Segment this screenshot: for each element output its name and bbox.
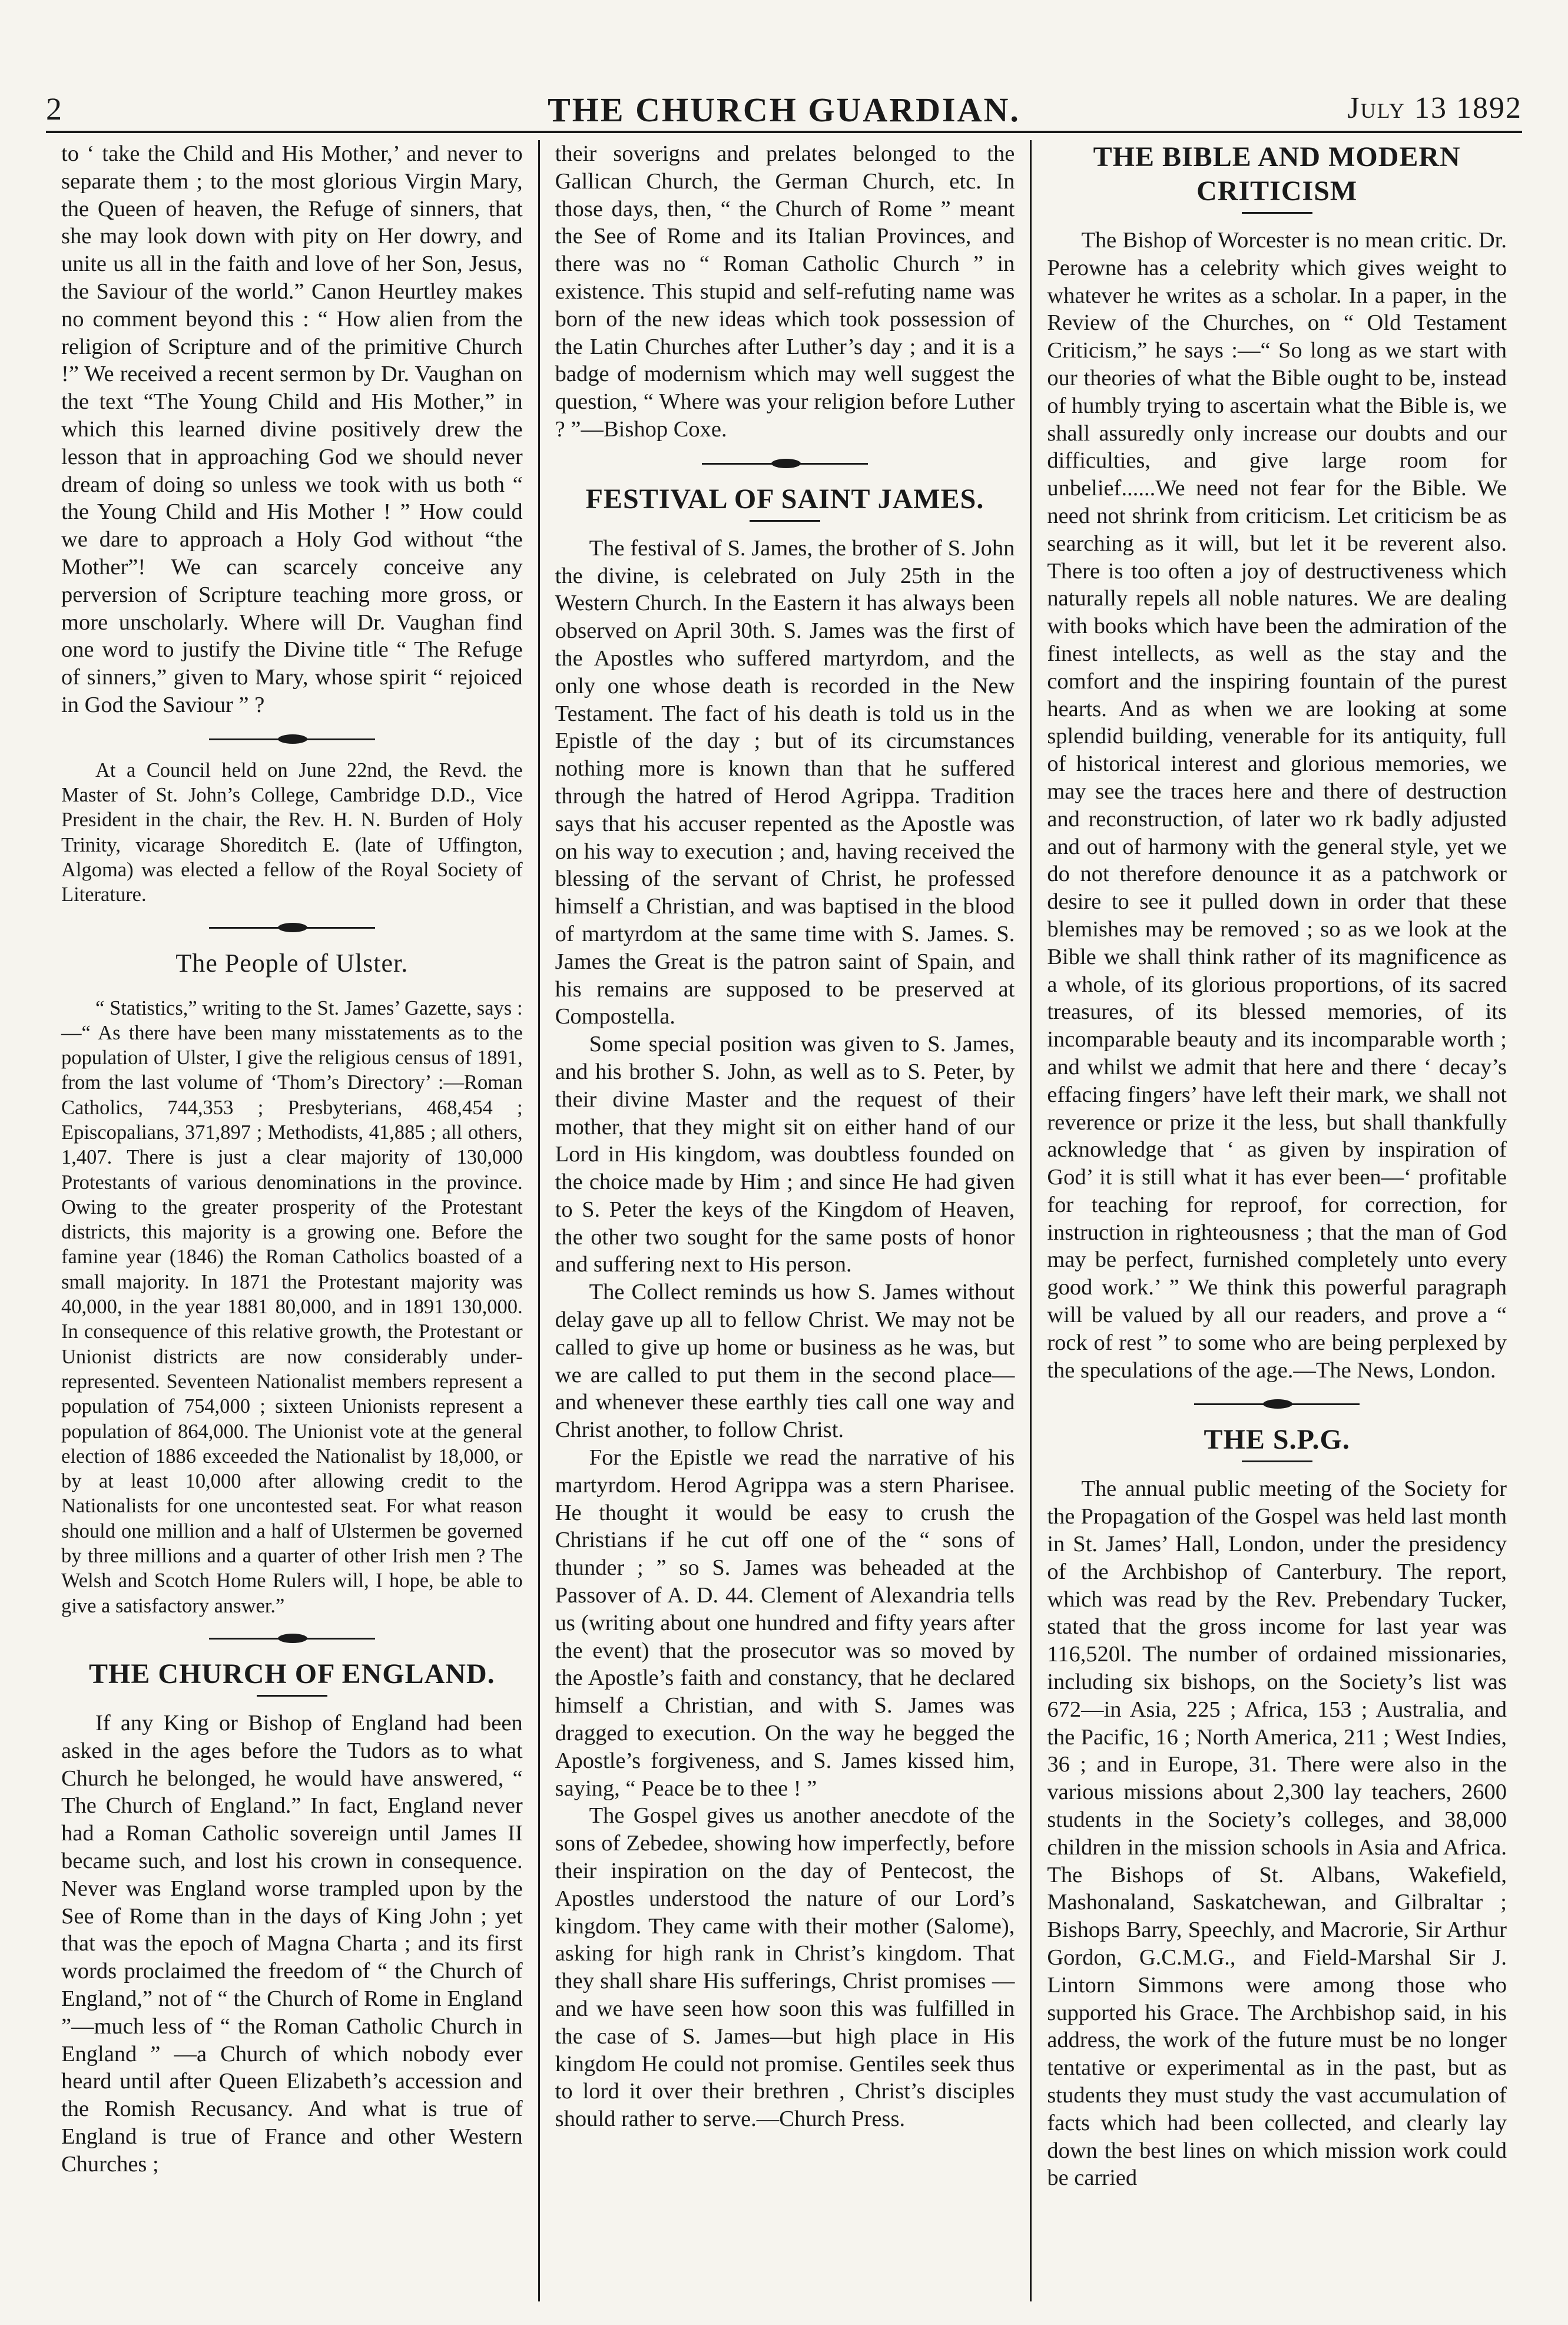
column-3 — [1030, 140, 1522, 2301]
heading-rule — [1242, 212, 1312, 214]
ornament-divider — [61, 727, 523, 751]
ornament-divider — [555, 452, 1015, 475]
heading-people-of-ulster: The People of Ulster. — [175, 948, 409, 978]
ornament-divider — [1047, 1392, 1507, 1416]
heading-spg: THE S.P.G. — [1204, 1424, 1350, 1456]
article-text: The Gospel gives us another anecdote of the sons of Zebedee, showing how imperfectly, before their inspiration on the day of Pentecost, the Apostles understood the nature of our Lord’s kingdom. They came with their mother (Salome), asking for high rank in Christ’s kingdom. That they shall share His sufferings, Christ promises —and we have seen how soon this was fulfilled in the case of S. James—but high place in His kingdom He could not promise. Gentiles seek thus to lord it over their brethren , Christ’s disciples should rather to serve.—Church Press. — [555, 1803, 1015, 2132]
heading-bible-modern-criticism: THE BIBLE AND MODERN CRITICISM — [1093, 141, 1461, 207]
heading-rule — [257, 1695, 327, 1697]
article-text: “ Statistics,” writing to the St. James’ Gazette, says :—“ As there have been many misstatements as to the population of Ulster, I give the religious census of 1891, from the last volume of ‘Thom’s Directory’ :—Roman Catholics, 744,353 ; Presbyterians, 468,454 ; Episcopalians, 371,897 ; Methodists, 41,885 ; all others, 1,407. There is just a clear majority of 130,000 Protestants of various denominations in the province. Owing to the greater prosperity of the Protestant districts, this majority is a growing one. Before the famine year (1846) the Roman Catholics boasted of a small majority. In 1871 the Protestant majority was 40,000, in the year 1881 80,000, and in 1891 130,000. In consequence of this relative growth, the Protestant or Unionist districts are now considerably under-represented. Seventeen Nationalist members represent a population of 754,000 ; sixteen Unionists represent a population of 864,000. The Unionist vote at the general election of 1886 exceeded the Nationalist by 18,000, or by at least 10,000 after allowing credit to the Nationalists for one uncontested seat. For what reason should one million and a half of Ulstermen be governed by three millions and a quarter of other Irish men ? The Welsh and Scotch Home Rulers will, I hope, be able to give a satisfactory answer.” — [61, 996, 523, 1617]
column-1 — [46, 140, 538, 2301]
article-text: For the Epistle we read the narrative of his martyrdom. Herod Agrippa was a stern Pharisee. He thought it would be easy to crush the Christians if he cut off one of the “ sons of thunder ; ” so S. James was beheaded at the Passover of A. D. 44. Clement of Alexandria tells us (writing about one hundred and fifty years after the event) that the prosecutor was so moved by the Apostle’s faith and constancy, that he declared himself a Christian, and with S. James was dragged to execution. On the way he begged the Apostle’s forgiveness, and S. James kissed him, saying, “ Peace be to thee ! ” — [555, 1445, 1015, 1801]
article-text: The annual public meeting of the Society for the Propagation of the Gospel was held last month in St. James’ Hall, London, under the presidency of the Archbishop of Canterbury. The report, which was read by the Rev. Prebendary Tucker, stated that the gross income for last year was 116,520l. The number of ordained missionaries, including six bishops, on the Society’s list was 672—in Asia, 225 ; Africa, 153 ; Australia, and the Pacific, 16 ; North America, 211 ; West Indies, 36 ; and in Europe, 31. There were also in the various missions about 2,300 lay teachers, 2600 students in the Society’s colleges, and 38,000 children in the mission schools in Asia and Africa. The Bishops of St. Albans, Wakefield, Mashonaland, Saskatchewan, and Gilbraltar ; Bishops Barry, Speechly, and Macrorie, Sir Arthur Gordon, G.C.M.G., and Field-Marshal Sir J. Lintorn Simmons were among those who supported his Grace. The Archbishop said, in his address, the work of the future must be no longer tentative or experimental as in the past, but as students they must study the vast accumulation of facts which had been collected, and clearly lay down the best lines on which mission work could be carried — [1047, 1476, 1507, 2191]
heading-church-of-england: THE CHURCH OF ENGLAND. — [89, 1658, 495, 1690]
article-text: If any King or Bishop of England had been asked in the ages before the Tudors as to what Church he belonged, he would have answered, “ The Church of England.” In fact, England never had a Roman Catholic sovereign until James II became such, and lost his crown in consequence. Never was England worse trampled upon by the See of Rome than in the days of King John ; yet that was the epoch of Magna Charta ; and its first words proclaimed the freedom of “ the Church of England,” not of “ the Church of Rome in England ”—much less of “ the Roman Catholic Church in England ” —a Church of which nobody ever heard until after Queen Elizabeth’s accession and the Romish Recusancy. And what is true of England is true of France and other Western Churches ; — [61, 1710, 523, 2177]
newspaper-title: THE CHURCH GUARDIAN. — [548, 90, 1020, 129]
article-text: The Collect reminds us how S. James without delay gave up all to fellow Christ. We may not be called to give up home or business as he was, but we are called to put them in the second place—and whenever these earthly ties call one way and Christ another, to follow Christ. — [555, 1280, 1015, 1443]
masthead — [46, 88, 1522, 133]
article-text: their soverigns and prelates belonged to the Gallican Church, the German Church, etc. In those days, then, “ the Church of Rome ” meant the See of Rome and its Italian Provinces, and there was no “ Roman Catholic Church ” in existence. This stupid and self-refuting name was born of the new ideas which took possession of the Latin Churches after Luther’s day ; and it is a badge of modernism which may well suggest the question, “ Where was your religion before Luther ? ”—Bishop Coxe. — [555, 141, 1015, 442]
heading-festival-saint-james: FESTIVAL OF SAINT JAMES. — [585, 483, 984, 515]
article-text: The festival of S. James, the brother of S. John the divine, is celebrated on July 25th in the Western Church. In the Eastern it has always been observed on April 30th. S. James was the first of the Apostles who suffered martyrdom, and the only one whose death is recorded in the New Testament. The fact of his death is told us in the Epistle of the day ; but of its circumstances nothing more is known than that he suffered through the hatred of Herod Agrippa. Tradition says that his accuser repented as the Apostle was on his way to execution ; and, having received the blessing of the servant of Christ, he professed himself a Christian, and was baptised in the blood of martyrdom at the same time with S. James. S. James the Great is the patron saint of Spain, and his remains are supposed to be preserved at Compostella. — [555, 535, 1015, 1029]
article-text: Some special position was given to S. James, and his brother S. John, as well as to S. Peter, by their divine Master and the request of their mother, that they might sit on either hand of our Lord in His kingdom, was doubtless founded on the choice made by Him ; and since He had given to S. Peter the keys of the Kingdom of Heaven, the other two sought for the same posts of honor and suffering next to His person. — [555, 1032, 1015, 1277]
page-number: 2 — [46, 91, 63, 127]
column-2 — [538, 140, 1030, 2301]
article-text: The Bishop of Worcester is no mean critic. Dr. Perowne has a celebrity which gives weight to whatever he writes as a scholar. In a paper, in the Review of the Churches, on “ Old Testament Criticism,” he says :—“ So long as we start with our theories of what the Bible ought to be, instead of humbly trying to ascertain what the Bible is, we shall assuredly only increase our doubts and our difficulties, and give large room for unbelief......We need not fear for the Bible. We need not shrink from criticism. Let criticism be as searching as it will, but let it be reverent also. There is too often a joy of destructiveness which naturally repels all noble natures. We are dealing with books which have been the admiration of the finest intellects, as well as the stay and the comfort and the inspiring fountain of the purest hearts. And as when we are looking at some splendid building, venerable for its antiquity, full of historical interest and glorious memories, we may see the traces here and there of destruction and reconstruction, of later wo rk badly adjusted and out of harmony with the general style, yet we do not therefore denounce it as a patchwork or desire to see it pulled down in order that these blemishes may be removed ; so as we look at the Bible we shall think rather of its magnificence as a whole, of its glorious proportions, of its sacred treasures, of its blessed memories, of its incomparable beauty and its incomparable worth ; and whilst we admit that here and there ‘ decay’s effacing fingers’ have left their mark, we shall not reverence or prize it the less, but shall thankfully acknowledge that ‘ as given by inspiration of God’ it is still what it has ever been—‘ profitable for teaching for reproof, for correction, for instruction in righteousness ; that the man of God may be perfect, furnished completely unto every good work.’ ” We think this powerful paragraph will be valued by all our readers, and prove a “ rock of rest ” to some who are being perplexed by the speculations of the age.—The News, London. — [1047, 228, 1507, 1383]
issue-date: July 13 1892 — [1347, 91, 1522, 125]
ornament-divider — [61, 916, 523, 939]
article-columns — [46, 140, 1522, 2301]
article-text: to ‘ take the Child and His Mother,’ and never to separate them ; to the most glorious Virgin Mary, the Queen of heaven, the Refuge of sinners, that she may look down with pity on Her dowry, and unite us all in the faith and love of her Son, Jesus, the Saviour of the world.” Canon Heurtley makes no comment beyond this : “ How alien from the religion of Scripture and of the primitive Church !” We received a recent sermon by Dr. Vaughan on the text “The Young Child and His Mother,” in which this learned divine positively drew the lesson that in approaching God we should never dream of doing so unless we took with us both “ the Young Child and His Mother ! ” How could we dare to approach a Holy God without “the Mother”! We can scarcely conceive any perversion of Scripture teaching more gross, or more unscholarly. Where will Dr. Vaughan find one word to justify the Divine title “ The Refuge of sinners,” given to Mary, whose spirit “ rejoiced in God the Saviour ” ? — [61, 141, 523, 717]
ornament-divider — [61, 1627, 523, 1650]
article-text: At a Council held on June 22nd, the Revd. the Master of St. John’s College, Cambridge D.D., Vice President in the chair, the Rev. H. N. Burden of Holy Trinity, vicarage Shoreditch E. (late of Uffington, Algoma) was elected a fellow of the Royal Society of Literature. — [61, 759, 523, 906]
heading-rule — [750, 520, 820, 522]
heading-rule — [1242, 1460, 1312, 1462]
